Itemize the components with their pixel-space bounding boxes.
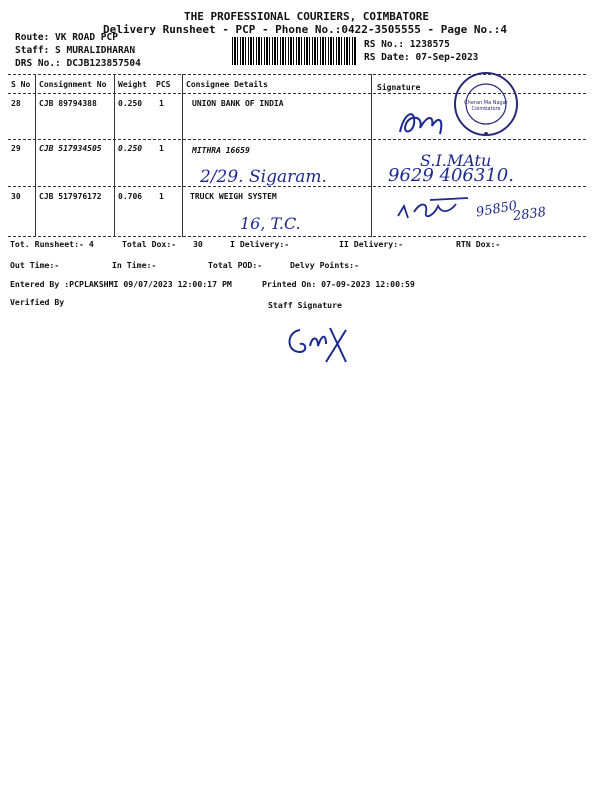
handwritten-name-row29: S.I.MAtu [420, 151, 492, 170]
route-label: Route: VK ROAD PCP [15, 32, 118, 43]
col-header-consignee: Consignee Details [186, 80, 268, 89]
row29-consignment: CJB 517934505 [39, 144, 102, 153]
in-time: In Time:- [112, 260, 157, 270]
handwritten-phone-row29: 9629 406310. [388, 165, 514, 186]
row29-sno: 29 [11, 144, 21, 153]
row30-weight: 0.706 [118, 192, 143, 201]
row28-weight: 0.250 [118, 99, 143, 108]
ii-delivery: II Delivery:- [339, 239, 404, 249]
handwritten-phone-row30-b: 2838 [512, 204, 547, 225]
total-dox-value: 30 [193, 239, 203, 249]
staff-signature-label: Staff Signature [268, 300, 342, 310]
total-dox-label: Total Dox:- [122, 239, 177, 249]
stamp-text: Cheran Ma Nagar Coimbatore [464, 100, 508, 112]
col-divider [371, 74, 372, 237]
row30-consignee: TRUCK WEIGH SYSTEM [190, 192, 277, 201]
handwritten-address-row30: 16, T.C. [240, 214, 301, 233]
handwritten-address-row29: 2/29. Sigaram. [200, 167, 327, 187]
rs-number: RS No.: 1238575 [364, 39, 450, 50]
row29-pcs: 1 [159, 144, 164, 153]
row30-sno: 30 [11, 192, 21, 201]
col-header-weight: Weight [118, 80, 147, 89]
col-divider [182, 74, 183, 237]
entered-by: Entered By :PCPLAKSHMI 09/07/2023 12:00:17 PM [10, 279, 232, 289]
staff-signature-scribble [282, 322, 352, 368]
barcode-image [232, 37, 357, 65]
col-header-sno: S No [11, 80, 31, 89]
signature-row28 [394, 104, 454, 140]
verified-by: Verified By [10, 297, 65, 307]
out-time: Out Time:- [10, 260, 60, 270]
col-divider [35, 74, 36, 237]
delvy-points: Delvy Points:- [290, 260, 360, 270]
col-header-consignment: Consignment No [39, 80, 107, 89]
rtn-dox: RTN Dox:- [456, 239, 501, 249]
rs-date: RS Date: 07-Sep-2023 [364, 52, 479, 63]
drs-number: DRS No.: DCJB123857504 [15, 58, 141, 69]
row30-pcs: 1 [159, 192, 164, 201]
runsheet-subtitle: Delivery Runsheet - PCP - Phone No.:0422-3505555 - Page No.:4 [103, 23, 507, 36]
printed-on: Printed On: 07-09-2023 12:00:59 [262, 279, 415, 289]
col-header-pcs: PCS [156, 80, 171, 89]
col-divider [114, 74, 115, 237]
company-title: THE PROFESSIONAL COURIERS, COIMBATORE [184, 10, 430, 23]
row-rule [8, 139, 586, 140]
signature-row30 [394, 196, 474, 226]
row28-consignee: UNION BANK OF INDIA [192, 99, 284, 108]
staff-label: Staff: S MURALIDHARAN [15, 45, 136, 56]
row29-weight: 0.250 [118, 144, 143, 153]
table-bottom-rule [8, 236, 586, 237]
row29-consignee: MITHRA 16659 [192, 146, 250, 155]
i-delivery: I Delivery:- [230, 239, 290, 249]
total-pod: Total POD:- [208, 260, 263, 270]
row28-consignment: CJB 89794388 [39, 99, 97, 108]
handwritten-phone-row30-a: 95850 [475, 198, 519, 221]
col-header-signature: Signature [377, 83, 421, 92]
total-runsheet: Tot. Runsheet:- 4 [10, 239, 94, 249]
row30-consignment: CJB 517976172 [39, 192, 102, 201]
row28-sno: 28 [11, 99, 21, 108]
row28-pcs: 1 [159, 99, 164, 108]
